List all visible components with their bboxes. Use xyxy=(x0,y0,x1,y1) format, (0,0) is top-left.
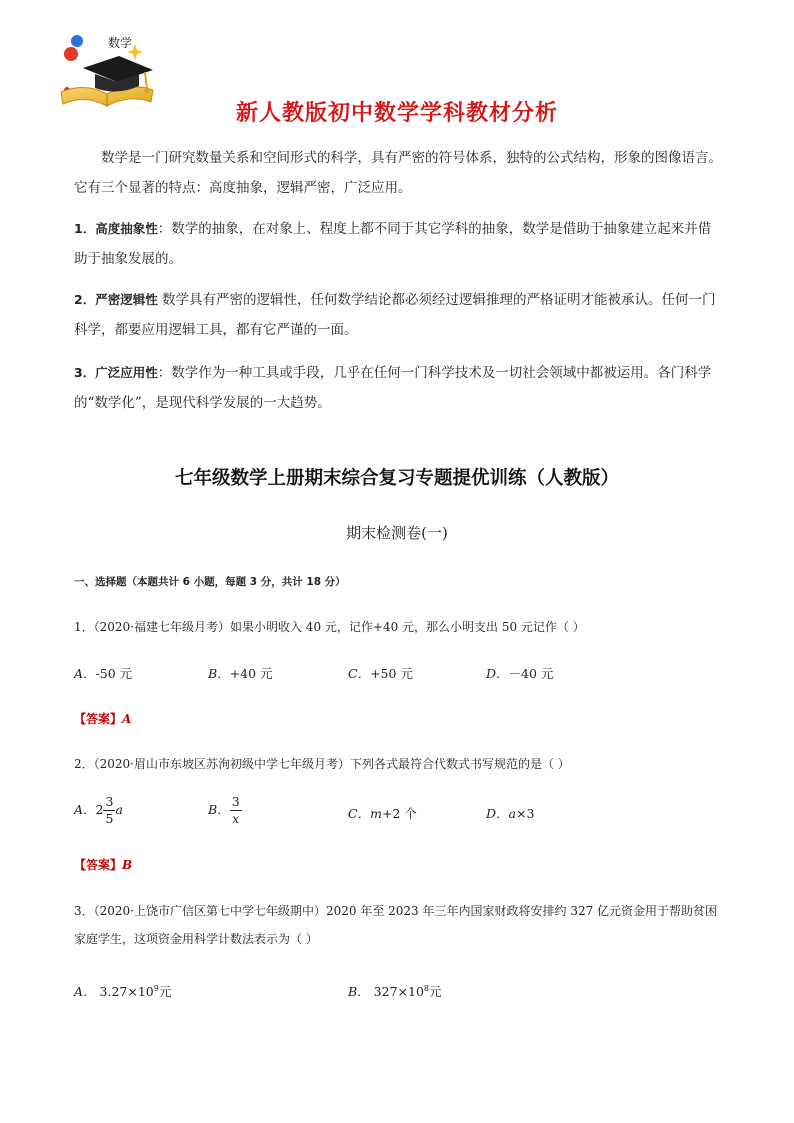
q2-option-a: A．2 $\frac{3}{5}$ a xyxy=(74,794,123,826)
q2-option-c: C．m+2 个 xyxy=(348,806,417,821)
q2-option-b: B． $\frac{3}{x}$ xyxy=(208,794,240,826)
q1-answer: 【答案】A xyxy=(74,712,132,726)
q1-option-c: C．+50 元 xyxy=(348,666,413,681)
q2-answer: 【答案】B xyxy=(74,858,133,872)
q1-option-b: B．+40 元 xyxy=(208,666,273,681)
exam-subtitle: 七年级数学上册期末综合复习专题提优训练（人教版） xyxy=(174,468,619,489)
feature-1-text: ：数学的抽象，在对象上、程度上都不同于其它学科的抽象，数学是借助于抽象建立起来并借助于抽象发展的。 xyxy=(74,221,712,267)
feature-2-text: 数学具有严密的逻辑性，任何数学结论都必须经过逻辑推理的严格证明才能被承认。任何一门科学，都要应用逻辑工具，都有它严谨的一面。 xyxy=(74,292,716,338)
question-1-stem: 1．（2020·福建七年级月考）如果小明收入 40 元，记作+40 元，那么小明支出 50 元记作（ ） xyxy=(74,620,585,634)
question-3-stem: 3．（2020·上饶市广信区第七中学七年级期中）2020 年至 2023 年三年内国家财政将安排约 327 亿元资金用于帮助贫困家庭学生，这项资金用科学计数法表示为（ ） xyxy=(74,904,718,946)
feature-3-text: ：数学作为一种工具或手段，几乎在任何一门科学技术及一切社会领域中都被运用。各门科学的“数学化”，是现代科学发展的一大趋势。 xyxy=(74,365,712,411)
feature-2 xyxy=(74,285,724,345)
q1-option-d: D．－40 元 xyxy=(486,666,554,681)
logo-label: 数学 xyxy=(108,36,133,50)
intro-paragraph: 数学是一门研究数量关系和空间形式的科学，具有严密的符号体系，独特的公式结构，形象的图像语言。它有三个显著的特点：高度抽象，逻辑严密，广泛应用。 xyxy=(74,150,722,196)
feature-1 xyxy=(74,214,724,274)
q3-option-b: B． $327\times 10^8$元 xyxy=(348,983,442,999)
feature-2-label: 2．严密逻辑性 xyxy=(74,292,158,307)
paper-title: 期末检测卷(一) xyxy=(346,524,448,542)
section-header: 一、选择题（本题共计 6 小题，每题 3 分，共计 18 分） xyxy=(74,576,346,588)
main-title: 新人教版初中数学学科教材分析 xyxy=(235,101,558,126)
question-2-stem: 2．（2020·眉山市东坡区苏洵初级中学七年级月考）下列各式最符合代数式书写规范的是（ ） xyxy=(74,757,570,771)
feature-3 xyxy=(74,358,724,418)
q1-option-a: A．-50 元 xyxy=(74,666,133,681)
feature-3-label: 3．广泛应用性 xyxy=(74,365,158,380)
feature-1-label: 1．高度抽象性 xyxy=(74,221,158,236)
q2-option-d: D．a×3 xyxy=(486,806,535,821)
q3-option-a: A． $3.27\times 10^9$元 xyxy=(74,983,172,999)
